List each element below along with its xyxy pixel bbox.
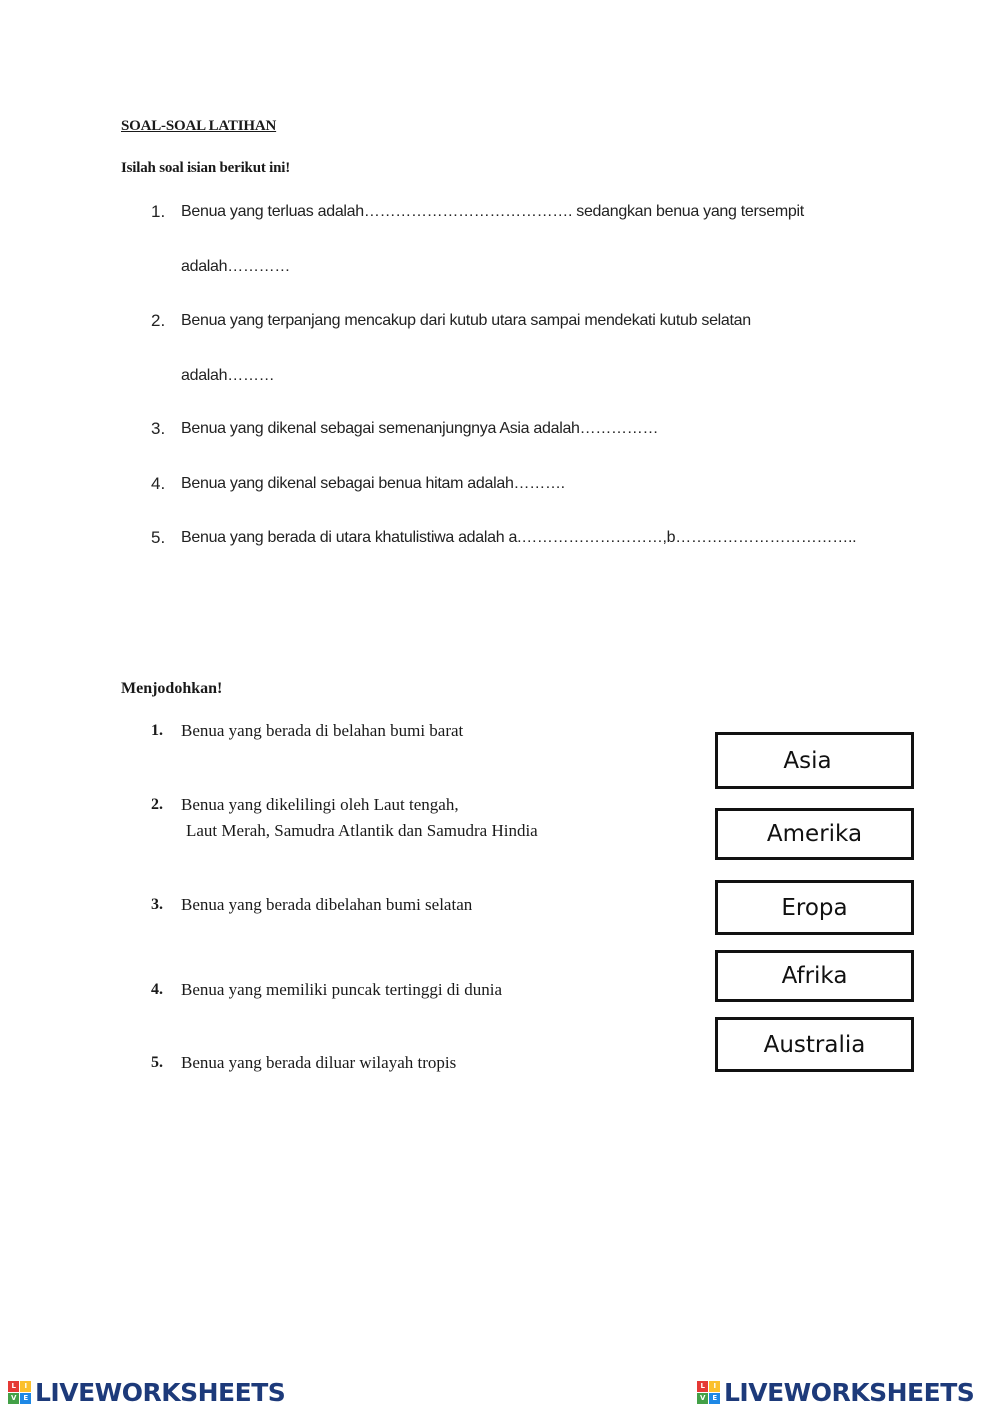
answer-box-afrika[interactable] [715,950,914,1002]
match-q1-number: 1. [151,722,163,739]
footer-brand-left[interactable] [8,1378,285,1407]
worksheet-title: SOAL-SOAL LATIHAN [121,118,277,134]
answer-box-amerika[interactable] [715,808,914,860]
match-q2-text[interactable]: Benua yang dikelilingi oleh Laut tengah, [181,795,459,814]
logo-cell: V [8,1393,19,1404]
brand-name: LIVEWORKSHEETS [724,1378,975,1407]
logo-cell: I [20,1381,31,1392]
answer-box-label: Afrika [781,963,848,989]
answer-box-australia[interactable] [715,1017,914,1072]
logo-cell: L [8,1381,19,1392]
matching-title: Menjodohkan! [121,680,223,697]
fill-q5-text: Benua yang berada di utara khatulistiwa adalah a.………………………,b…………………………….. [181,529,857,546]
match-q4-number: 4. [151,981,163,998]
fill-q2-text: Benua yang terpanjang mencakup dari kutub utara sampai mendekati kutub selatan [181,312,751,329]
fill-q4-number: 4. [151,474,166,493]
fill-q1-text: Benua yang terluas adalah…………………………………. sedangkan benua yang tersempit [181,203,804,220]
answer-box-label: Amerika [766,821,863,847]
fill-instruction: Isilah soal isian berikut ini! [121,160,291,176]
match-q3-text[interactable]: Benua yang berada dibelahan bumi selatan [181,895,473,914]
logo-cell: E [20,1393,31,1404]
fill-q3-number: 3. [151,419,166,438]
logo-cell: V [697,1393,708,1404]
fill-q2-text-cont: adalah……… [181,367,275,384]
fill-q1-number: 1. [151,202,166,221]
match-q2-text-cont[interactable]: Laut Merah, Samudra Atlantik dan Samudra Hindia [186,821,538,840]
liveworksheets-logo-icon [697,1381,720,1404]
match-q2-number: 2. [151,796,163,813]
answer-box-asia[interactable] [715,732,914,789]
match-q4-text[interactable]: Benua yang memiliki puncak tertinggi di dunia [181,980,503,999]
footer-brand-right[interactable] [697,1378,974,1407]
logo-cell: E [709,1393,720,1404]
match-q5-number: 5. [151,1054,163,1071]
answer-box-eropa[interactable] [715,880,914,935]
match-q1-text[interactable]: Benua yang berada di belahan bumi barat [181,721,464,740]
answer-box-label: Asia [783,747,832,774]
logo-cell: I [709,1381,720,1392]
answer-box-label: Eropa [781,894,848,921]
liveworksheets-logo-icon [8,1381,31,1404]
match-q3-number: 3. [151,896,163,913]
logo-cell: L [697,1381,708,1392]
brand-name: LIVEWORKSHEETS [35,1378,286,1407]
match-q5-text[interactable]: Benua yang berada diluar wilayah tropis [181,1053,457,1072]
fill-q1-text-cont: adalah………… [181,258,291,275]
fill-q3-text: Benua yang dikenal sebagai semenanjungnya Asia adalah…………… [181,420,659,437]
fill-q5-number: 5. [151,528,166,547]
answer-box-label: Australia [763,1031,866,1058]
fill-q2-number: 2. [151,311,166,330]
fill-q4-text: Benua yang dikenal sebagai benua hitam adalah………. [181,475,565,492]
